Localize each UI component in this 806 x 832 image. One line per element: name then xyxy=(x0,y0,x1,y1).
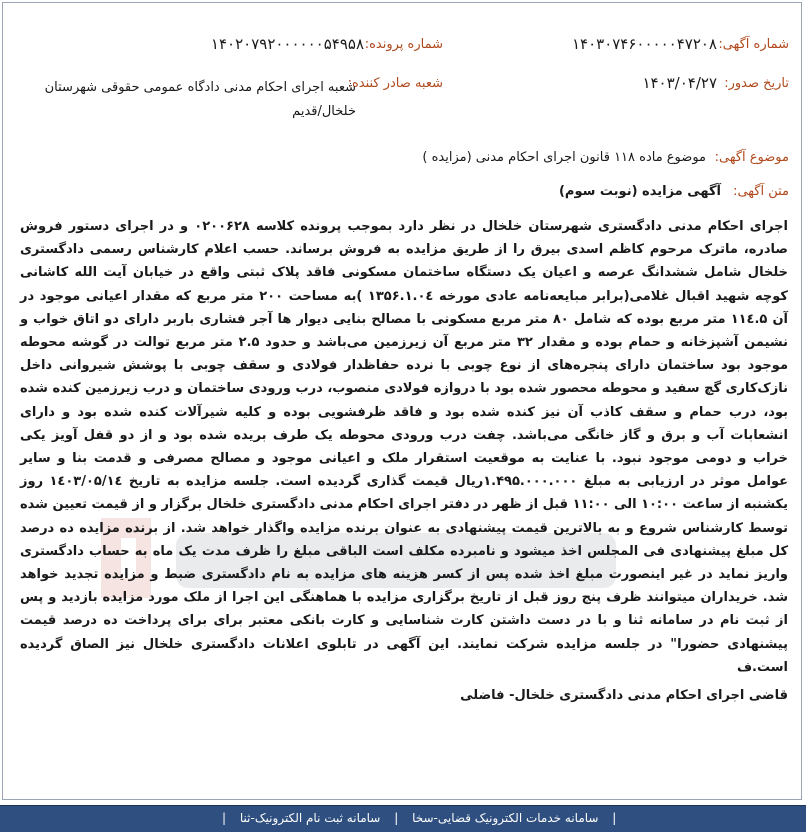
footer-link-sakha[interactable]: سامانه خدمات الکترونیک قضایی-سخا xyxy=(412,811,599,825)
notice-frame xyxy=(2,2,802,800)
file-number-value: ۱۴۰۲۰۷۹۲۰۰۰۰۰۰۵۴۹۵۸ xyxy=(210,35,364,53)
notice-number-value: ۱۴۰۳۰۷۴۶۰۰۰۰۰۴۷۲۰۸ xyxy=(571,35,717,53)
issue-date-value: ۱۴۰۳/۰۴/۲۷ xyxy=(642,74,717,92)
subject-value: موضوع ماده ۱۱۸ قانون اجرای احکام مدنی (مزایده ) xyxy=(422,150,706,165)
subject-label: موضوع آگهی: xyxy=(714,150,789,165)
text-label: متن آگهی: xyxy=(733,184,789,199)
notice-title: آگهی مزایده (نوبت سوم) xyxy=(558,184,721,199)
judge-signature: قاضی اجرای احکام مدنی دادگستری خلخال- فاضلی xyxy=(460,688,788,703)
footer-bar xyxy=(0,805,806,832)
issuer-label: شعبه صادر کننده: xyxy=(347,76,443,91)
footer-separator: | xyxy=(222,811,227,825)
footer-separator: | xyxy=(394,811,399,825)
notice-body: اجرای احکام مدنی دادگستری شهرستان خلخال در نظر دارد بموجب پرونده کلاسه ۰۲۰۰۶۲۸ و در اجرای دستور فروش صادره، ماترک مرحوم کاظم اسدی بیرق را از طریق مزایده به فروش برساند. حسب اعلام کارشناس رسمی دادگستری خلخال شامل ششدانگ عرصه و اعیان یک دستگاه ساختمان مسکونی فاقد پلاک ثبتی واقع در خیابان آیت الله کاشانی کوچه شهید اقبال غلامی(برابر مبایعه‌نامه عادی مورخه ۱۳۵۶.۱.۰٤ )به مساحت ۲۰۰ متر مربع که مقدار اعیانی موجود در آن ۱۱٤.۵ متر مربع بوده که شامل ۸۰ متر مربع مسکونی با مصالح بنایی دیوار ها آجر فشاری باربر دارای دو اتاق خواب و نشیمن آشپزخانه و حمام بوده و مقدار ۳۲ متر مربع آن زیرزمین می‌باشد و حدود ۲.۵ متر مربع توالت در گوشه محوطه موجود بود ساختمان دارای پنجره‌های از نوع چوبی با نرده حفاظدار فولادی و سقف چوبی با پوشش شیروانی داخل نازک‌کاری گچ سفید و محوطه محصور شده بود با دروازه فولادی منصوب، درب ورودی ساختمان و درب زیرزمین کنده شده بود، درب حمام و سقف کاذب آن نیز کنده شده بود و فاقد ظرفشویی بوده و کلیه شیرآلات کنده شده بود و دارای انشعابات آب و برق و گاز خانگی می‌باشد. چفت درب ورودی محوطه یک طرف بریده شده بود و از دو قفل آویز یکی خراب و دومی موجود نبود. با عنایت به موقعیت استقرار ملک و اعیانی موجود و مصالح مصرفی و قدمت بنا و سایر عوامل موثر در ارزیابی به مبلغ ۱.۴۹۵.۰۰۰.۰۰۰ریال قیمت گذاری گردیده است. جلسه مزایده به تاریخ ۱٤۰۳/۰۵/۱٤ روز یکشنبه از ساعت ۱۰:۰۰ الی ۱۱:۰۰ قبل از ظهر در دفتر اجرای احکام مدنی دادگستری خلخال برگزار و از قیمت تعیین شده توسط کارشناس شروع و به بالاترین قیمت پیشنهادی به عنوان برنده مزایده واگذار خواهد شد. از برنده مزایده ده درصد کل مبلغ پیشنهادی فی المجلس اخذ میشود و نامبرده مکلف است الباقی مبلغ را ظرف مدت یک ماه به حساب دادگستری واریز نماید در غیر اینصورت مبلغ اخذ شده پس از کسر هزینه های مزایده به نام دادگستری ضبط و مزایده تجدید خواهد شد. خریداران میتوانند ظرف پنج روز قبل از تاریخ برگزاری مزایده با هماهنگی این اجرا از ملک مورد مزایده بازدید و پس از ثبت نام در سامانه ثنا و با در دست داشتن کارت شناسایی و کارت بانکی معتبر برای برای پرداخت ده درصد قیمت پیشنهادی حضورا" در جلسه مزایده شرکت نمایند. این آگهی در تابلوی اعلانات دادگستری خلخال نیز الصاق گردیده است.ف xyxy=(20,219,789,675)
issue-date-label: تاریخ صدور: xyxy=(724,76,789,91)
notice-number-label: شماره آگهی: xyxy=(718,37,789,52)
footer-links xyxy=(222,811,616,825)
footer-separator: | xyxy=(612,811,617,825)
footer-link-sana[interactable]: سامانه ثبت نام الکترونیک-ثنا xyxy=(239,811,381,825)
issuer-value: شعبه اجرای احکام مدنی دادگاه عمومی حقوقی شهرستان خلخال/قدیم xyxy=(44,80,356,119)
file-number-label: شماره پرونده: xyxy=(364,37,443,52)
